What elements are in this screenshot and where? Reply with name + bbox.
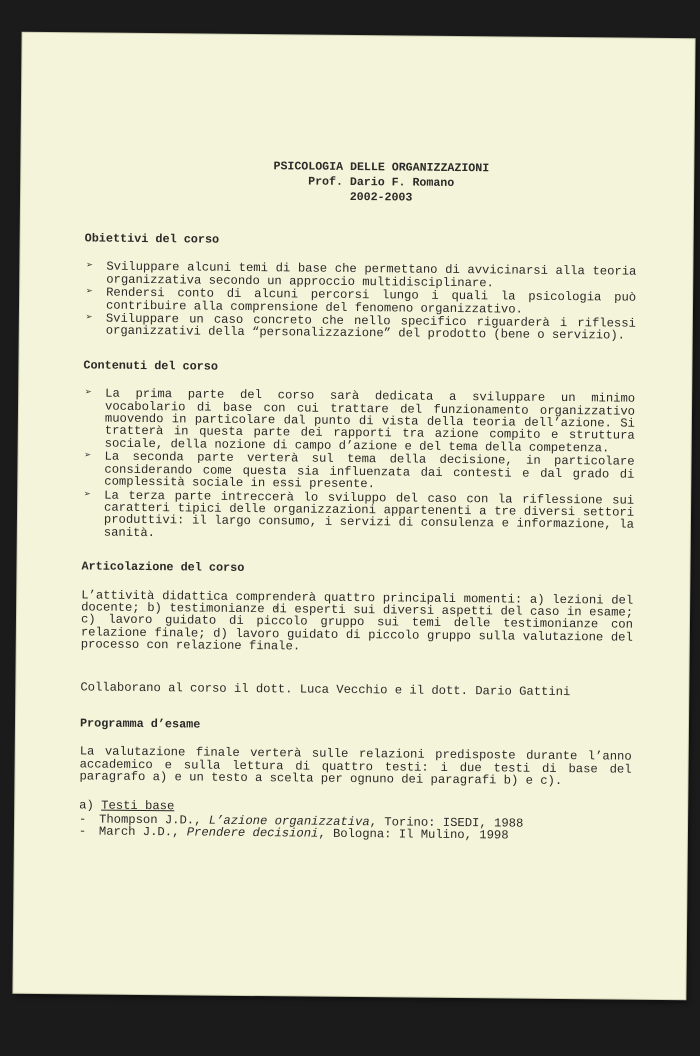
objective-item: ➢ Sviluppare alcuni temi di base che permettano di avvicinarsi alla teoria organizzativa secondo un approccio multidisciplinare. (86, 260, 637, 291)
content-item: ➢ La terza parte intreccerà lo sviluppo del caso con la riflessione sui caratteri tipici delle organizzazioni appartenenti a tre diversi settori produttivi: il largo consumo, i servizi di consulenza e informazione, la sanità. (84, 488, 635, 540)
content-item: ➢ La seconda parte verterà sul tema della decisione, in particolare considerando come questa sia influenzata dai contesti e dal grado di complessità sociale in essi presente. (84, 449, 635, 492)
exam-heading: Programma d’esame (79, 716, 201, 732)
content-item: ➢ La prima parte del corso sarà dedicata a sviluppare un minimo vocabolario di base con cui trattare del funzionamento organizzativo muovendo in particolare dal punto di vista della teoria dell’azione. Si tratterà in questa parte dei rapporti tra azione compito e struttura sociale, della nozione di campo d’azione e del tema della competenza. (85, 386, 636, 456)
arrow-bullet-icon: ➢ (84, 488, 91, 501)
book-title: L’azione organizzativa (208, 813, 370, 830)
book-title: Prendere decisioni (186, 825, 319, 842)
books-list (79, 813, 631, 843)
objective-item: ➢ Rendersi conto di alcuni percorsi lungo i quali la psicologia può contribuire alla comprensione del fenomeno organizzativo. (86, 285, 637, 317)
dash-bullet-icon: - (79, 812, 87, 827)
document-page (13, 33, 694, 999)
professor-name: Prof. Dario F. Romano (308, 175, 455, 190)
contents-heading: Contenuti del corso (83, 358, 219, 374)
objectives-heading: Obiettivi del corso (84, 231, 220, 247)
arrow-bullet-icon: ➢ (86, 286, 93, 299)
document-content (79, 157, 638, 843)
books-label: Testi base (101, 798, 175, 813)
books-prefix: a) (79, 797, 94, 813)
book-publisher: , Torino: ISEDI, 1988 (369, 815, 524, 831)
arrow-bullet-icon: ➢ (86, 260, 94, 273)
collaborators-line: Collaborano al corso il dott. Luca Vecchio e il dott. Dario Gattini (80, 679, 571, 699)
arrow-bullet-icon: ➢ (84, 450, 92, 463)
exam-paragraph: La valutazione finale verterà sulle relazioni predisposte durante l’anno accademico e sulla lettura di quattro testi: i due testi di base del paragrafo a) e un testo a scelta per ognuno dei paragrafi b) e c). (79, 744, 632, 789)
dash-bullet-icon: - (78, 824, 87, 839)
objectives-list (84, 261, 637, 343)
structure-paragraph: L’attività didattica comprenderà quattro principali momenti: a) lezioni del docente; b) testimonianze di esperti sui diversi aspetti del caso in esame; c) lavoro guidato di piccolo gruppo sui temi delle testimonianze con relazione finale; d) lavoro guidato di piccolo gruppo sulla valutazione del processo con relazione finale. (80, 587, 634, 654)
course-title: PSICOLOGIA DELLE ORGANIZZAZIONI (273, 160, 490, 176)
objective-item: ➢ Sviluppare un caso concreto che nello specifico riguarderà i riflessi organizzativi della “personalizzazione” del prodotto (bene o servizio). (85, 311, 636, 344)
book-author: March J.D., (98, 824, 180, 840)
academic-year: 2002-2003 (349, 190, 413, 205)
arrow-bullet-icon: ➢ (85, 387, 92, 400)
book-author: Thompson J.D., (99, 812, 202, 828)
structure-heading: Articolazione del corso (81, 559, 245, 576)
contents-list (82, 388, 635, 544)
arrow-bullet-icon: ➢ (85, 312, 93, 325)
document-header (125, 158, 637, 208)
book-publisher: , Bologna: Il Mulino, 1998 (318, 827, 509, 843)
